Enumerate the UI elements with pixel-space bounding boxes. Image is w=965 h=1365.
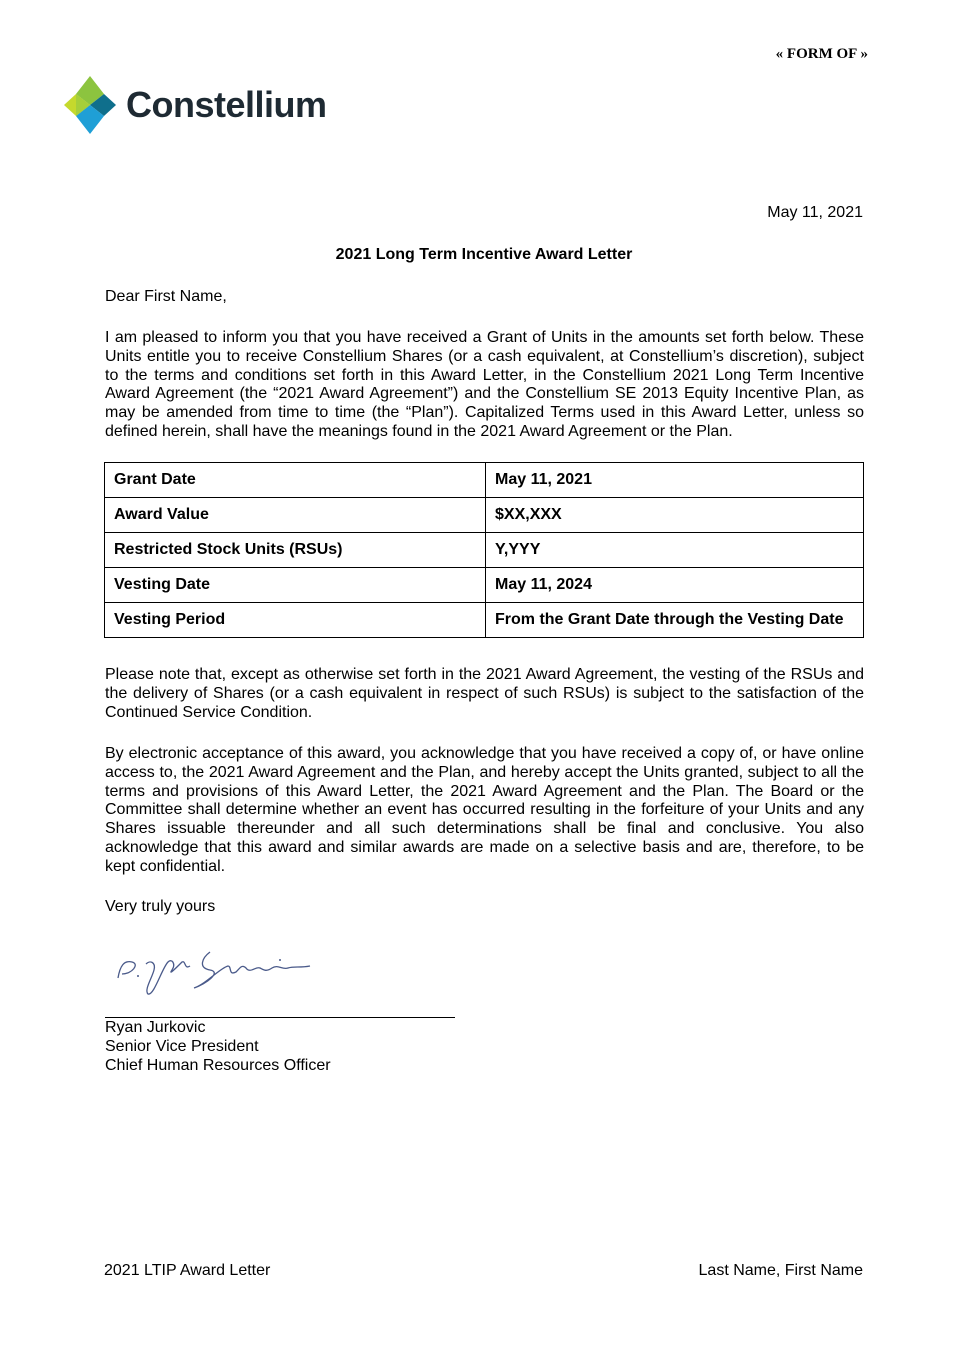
letter-date: May 11, 2021 [767,204,863,221]
signer-title: Senior Vice President [105,1038,259,1055]
closing: Very truly yours [105,898,216,915]
award-value-value: $XX,XXX [486,498,864,533]
letter-title: 2021 Long Term Incentive Award Letter [335,246,633,263]
table-row [105,463,864,498]
intro-paragraph: I am pleased to inform you that you have received a Grant of Units in the amounts set forth below. These Units entitle you to receive Constellium Shares (or a cash equivalent, at Constellium’s discretion), subject to the terms and conditions set forth in this Award Letter, in the Constellium 2021 Long Term Incentive Award Agreement (the “2021 Award Agreement”) and the Constellium SE 2013 Equity Incentive Plan, as may be amended from time to time (the “Plan”). Capitalized Terms used in this Award Letter, unless so defined herein, shall have the meanings found in the 2021 Award Agreement or the Plan. [105,329,864,440]
table-row [105,603,864,638]
award-value-label: Award Value [105,498,486,533]
vesting-date-label: Vesting Date [105,568,486,603]
table-row [105,568,864,603]
logo-wordmark: Constellium [126,84,327,125]
grant-date-value: May 11, 2021 [486,463,864,498]
vesting-period-label: Vesting Period [105,603,486,638]
footer-document-name: 2021 LTIP Award Letter [104,1262,271,1279]
grant-date-label: Grant Date [105,463,486,498]
table-row [105,533,864,568]
acceptance-paragraph: By electronic acceptance of this award, you acknowledge that you have received a copy of, or have online access to, the 2021 Award Agreement and the Plan, and hereby accept the Units granted, subject to all the terms and provisions of this Award Letter, the 2021 Award Agreement and the Plan. The Board or the Committee shall determine whether an event has occurred resulting in the forfeiture of your Units and any Shares issuable thereunder and all such determinations shall be final and conclusive. You also acknowledge that this award and similar awards are made on a selective basis and are, therefore, to be kept confidential. [105,745,864,875]
handwritten-signature [110,938,340,1000]
footer-recipient-name: Last Name, First Name [698,1262,863,1279]
rsu-value: Y,YYY [486,533,864,568]
rsu-label: Restricted Stock Units (RSUs) [105,533,486,568]
salutation: Dear First Name, [105,288,227,305]
vesting-date-value: May 11, 2024 [486,568,864,603]
vesting-period-value: From the Grant Date through the Vesting Date [486,603,864,638]
table-row [105,498,864,533]
constellium-logo [64,74,334,136]
vesting-note-paragraph: Please note that, except as otherwise set forth in the 2021 Award Agreement, the vesting of the RSUs and the delivery of Shares (or a cash equivalent in respect of such RSUs) is subject to the satisfaction of the Continued Service Condition. [105,666,864,721]
signer-name: Ryan Jurkovic [105,1019,206,1036]
form-of-label: « FORM OF » [775,46,868,62]
constellium-star-icon [64,76,116,134]
grant-details-table [104,462,864,638]
signer-department: Chief Human Resources Officer [105,1057,331,1074]
signature-line [105,1017,455,1018]
